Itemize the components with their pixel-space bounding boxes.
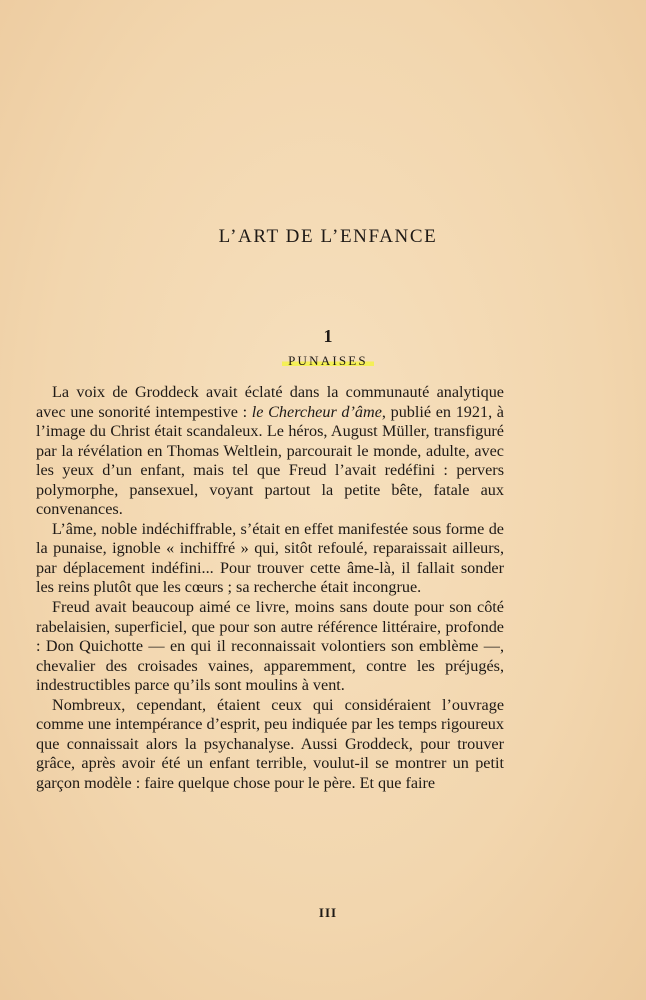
highlighted-section-title: PUNAISES (282, 353, 374, 368)
chapter-title: L’ART DE L’ENFANCE (218, 226, 438, 247)
section-title (0, 353, 646, 369)
page-number: III (318, 905, 338, 920)
paragraph-2: L’âme, noble indéchiffrable, s’était en effet manifestée sous forme de la punaise, ignoble « inchiffré » qui, sitôt refoulé, reparaissait ailleurs, par déplacement indéfini... Pour trouver cette âme-là, il fallait sonder les reins plutôt que les cœurs ; sa recherche était incongrue. (36, 519, 504, 597)
body-text (36, 383, 504, 793)
paragraph-3: Freud avait beaucoup aimé ce livre, moins sans doute pour son côté rabelaisien, superficiel, que pour son autre référence littéraire, profonde : Don Quichotte — en qui il reconnaissait volontiers son emblème —, chevalier des croisades vaines, apparemment, contre les préjugés, indestructibles parce qu’ils sont moulins à vent. (36, 598, 504, 695)
paragraph-4: Nombreux, cependant, étaient ceux qui considéraient l’ouvrage comme une intempérance d’esprit, peu indiquée par les temps rigoureux que connaissait alors la psychanalyse. Aussi Groddeck, pour trouver grâce, après avoir été un enfant terrible, voulut-il se montrer un petit garçon modèle : faire quelque chose pour le père. Et que faire (36, 695, 504, 792)
book-title-italic: le Chercheur d’âme (251, 402, 382, 421)
paragraph-1-end: , publié en 1921, à l’image du Christ était scandaleux. Le héros, August Müller, transfiguré par la révélation en Thomas Weltlein, parcourait le monde, adulte, avec les yeux d’un enfant, mais tel que Freud l’avait redéfini : pervers polymorphe, pansexuel, voyant partout la petite bête, fatale aux convenances. (36, 402, 504, 519)
paragraph-1 (36, 383, 504, 520)
section-number: 1 (323, 326, 333, 346)
paragraph-1-start: La voix de Groddeck avait éclaté dans la communauté analytique avec une sonorité intempestive : (36, 383, 504, 421)
